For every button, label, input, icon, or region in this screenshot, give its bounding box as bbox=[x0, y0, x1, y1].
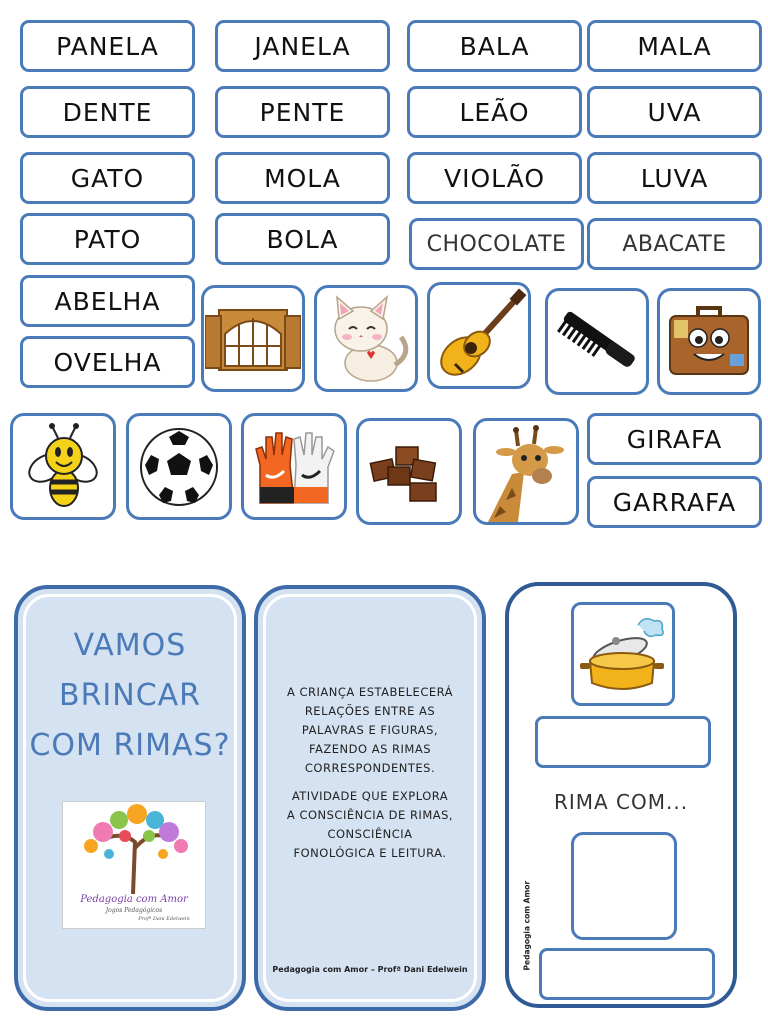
panel-activity bbox=[505, 582, 737, 1008]
word-card-pato[interactable]: PATO bbox=[20, 213, 195, 265]
word-card-girafa[interactable]: GIRAFA bbox=[587, 413, 762, 465]
suitcase-icon bbox=[664, 302, 754, 382]
answer-slot-bottom[interactable] bbox=[539, 948, 715, 1000]
picture-card-window[interactable] bbox=[201, 285, 305, 392]
word-card-bala[interactable]: BALA bbox=[407, 20, 582, 72]
cat-icon bbox=[321, 293, 411, 385]
picture-card-suitcase[interactable] bbox=[657, 288, 761, 395]
word-card-abelha[interactable]: ABELHA bbox=[20, 275, 195, 327]
logo-subtitle: Jogos Pedagógicos bbox=[105, 907, 163, 914]
example-picture bbox=[571, 602, 675, 706]
window-icon bbox=[205, 304, 301, 374]
word-card-abacate[interactable]: ABACATE bbox=[587, 218, 762, 270]
panel-description bbox=[254, 585, 486, 1011]
comb-icon bbox=[552, 302, 642, 382]
picture-slot[interactable] bbox=[571, 832, 677, 940]
rhyme-label: RIMA COM... bbox=[553, 790, 689, 814]
word-card-dente[interactable]: DENTE bbox=[20, 86, 195, 138]
description-paragraph-2: ATIVIDADE QUE EXPLORA A CONSCIÊNCIA DE RIMAS, CONSCIÊNCIA FONOLÓGICA E LEITURA. bbox=[286, 789, 454, 860]
soccer-ball-icon bbox=[137, 425, 221, 509]
guitar-icon bbox=[431, 288, 527, 384]
word-card-mala[interactable]: MALA bbox=[587, 20, 762, 72]
word-card-leao[interactable]: LEÃO bbox=[407, 86, 582, 138]
word-card-uva[interactable]: UVA bbox=[587, 86, 762, 138]
tree-logo-icon bbox=[63, 802, 205, 898]
logo-author: Profª Dani Edelwein bbox=[138, 916, 190, 922]
word-card-violao[interactable]: VIOLÃO bbox=[407, 152, 582, 204]
word-card-chocolate[interactable]: CHOCOLATE bbox=[409, 218, 584, 270]
cover-title-line-2: BRINCAR bbox=[58, 678, 202, 713]
picture-card-chocolate[interactable] bbox=[356, 418, 462, 525]
description-paragraph-1: A CRIANÇA ESTABELECERÁ RELAÇÕES ENTRE AS PALAVRAS E FIGURAS, FAZENDO AS RIMAS CORRESPONDENTES. bbox=[286, 685, 454, 775]
logo-title: Pedagogia com Amor bbox=[80, 894, 188, 905]
picture-card-guitar[interactable] bbox=[427, 282, 531, 389]
picture-card-ball[interactable] bbox=[126, 413, 232, 520]
pot-icon bbox=[578, 611, 668, 697]
word-card-pente[interactable]: PENTE bbox=[215, 86, 390, 138]
word-card-garrafa[interactable]: GARRAFA bbox=[587, 476, 762, 528]
picture-card-comb[interactable] bbox=[545, 288, 649, 395]
cover-title-line-1: VAMOS bbox=[73, 628, 187, 663]
word-card-gato[interactable]: GATO bbox=[20, 152, 195, 204]
panel-cover bbox=[14, 585, 246, 1011]
description-credit: Pedagogia com Amor – Profª Dani Edelwein bbox=[272, 965, 468, 974]
gloves-icon bbox=[250, 425, 338, 509]
chocolate-icon bbox=[366, 437, 452, 507]
picture-card-giraffe[interactable] bbox=[473, 418, 579, 525]
answer-slot-top[interactable] bbox=[535, 716, 711, 768]
giraffe-icon bbox=[478, 422, 574, 522]
word-card-janela[interactable]: JANELA bbox=[215, 20, 390, 72]
vertical-credit: Pedagogia com Amor bbox=[522, 880, 532, 971]
logo bbox=[62, 801, 206, 929]
word-card-luva[interactable]: LUVA bbox=[587, 152, 762, 204]
picture-card-bee[interactable] bbox=[10, 413, 116, 520]
bee-icon bbox=[20, 422, 106, 512]
word-card-bola[interactable]: BOLA bbox=[215, 213, 390, 265]
word-card-mola[interactable]: MOLA bbox=[215, 152, 390, 204]
word-card-panela[interactable]: PANELA bbox=[20, 20, 195, 72]
word-card-ovelha[interactable]: OVELHA bbox=[20, 336, 195, 388]
picture-card-gloves[interactable] bbox=[241, 413, 347, 520]
picture-card-cat[interactable] bbox=[314, 285, 418, 392]
cover-title-line-3: COM RIMAS? bbox=[29, 728, 231, 763]
